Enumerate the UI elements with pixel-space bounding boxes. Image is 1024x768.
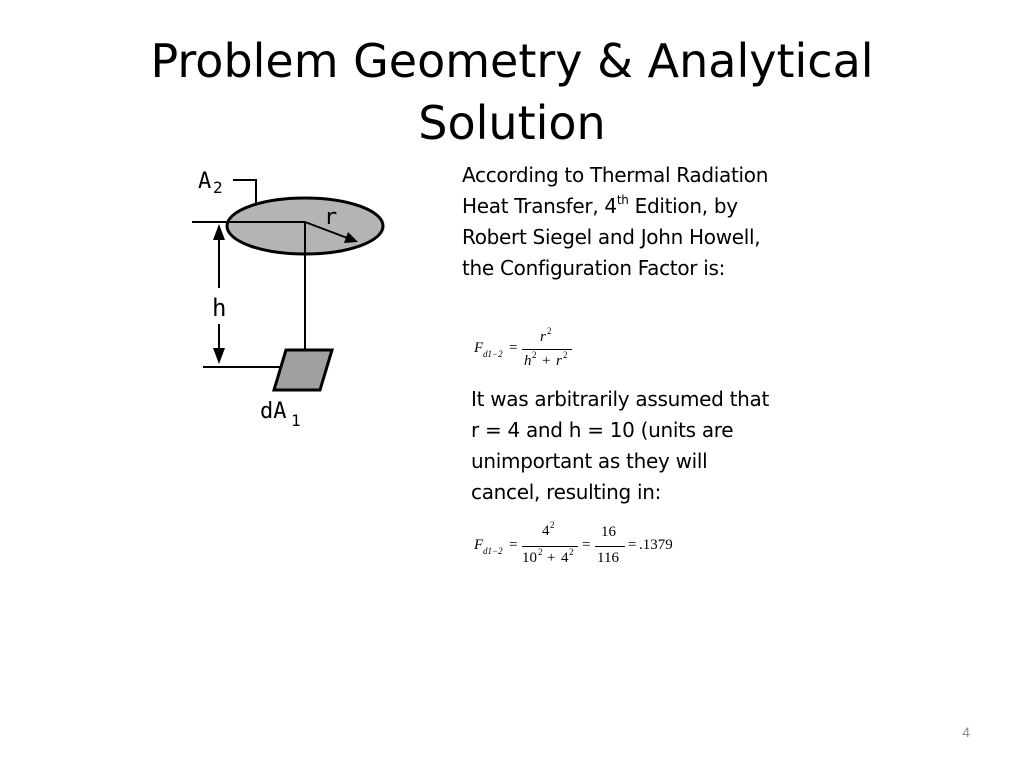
paragraph-reference-text-a: According to Thermal Radiation Heat Transfer, 4 (462, 163, 769, 218)
area2-label (198, 169, 223, 197)
radius-label: r (324, 205, 338, 230)
formula-1-denominator-exponent-2: 2 (563, 350, 568, 360)
formula-2-numerator-1-base: 4 (542, 523, 550, 539)
formula-2-result: .1379 (639, 537, 673, 553)
formula-1-denominator-exponent-1: 2 (532, 350, 537, 360)
formula-1-denominator-base-2: r (556, 353, 562, 369)
formula-2-fraction-bar-2 (595, 546, 625, 547)
slide-title (100, 30, 924, 154)
slide-title-line-2: Solution (418, 96, 606, 150)
height-arrowhead-bottom (213, 348, 225, 364)
area2-label-subscript: 2 (213, 178, 223, 197)
formula-1-numerator-base: r (540, 329, 546, 345)
formula-2-symbol-f: F (474, 537, 484, 553)
formula-1-denominator-plus: + (542, 353, 551, 369)
configuration-factor-formula (472, 326, 612, 370)
formula-2-equals-3: = (628, 537, 637, 553)
formula-2-denominator-1-exponent-2: 2 (569, 547, 574, 557)
paragraph-assumption: It was arbitrarily assumed that r = 4 and h = 10 (units are unimportant as they will cancel, resulting in: (471, 387, 769, 504)
paragraph-reference-text-b: Edition, by Robert Siegel and John Howell, the Configuration Factor is: (462, 194, 761, 280)
formula-1-numerator-exponent: 2 (547, 326, 552, 336)
formula-2-denominator-1-base-1: 10 (522, 550, 537, 566)
formula-2-denominator-1-exponent-1: 2 (538, 547, 543, 557)
area1-label-subscript: 1 (291, 411, 301, 430)
slide-title-line-1: Problem Geometry & Analytical (150, 34, 874, 88)
formula-2-denominator-2: 116 (597, 550, 619, 566)
area1-label (260, 399, 301, 430)
formula-1-denominator-base-1: h (524, 353, 532, 369)
formula-2-numerator-2: 16 (601, 524, 616, 540)
formula-2-denominator-1-base-2: 4 (561, 550, 569, 566)
formula-1-subscript: d1−2 (483, 349, 503, 359)
formula-2-subscript: d1−2 (483, 546, 503, 556)
paragraph-reference-superscript: th (616, 193, 629, 207)
formula-1-symbol-f: F (474, 340, 484, 356)
geometry-diagram (188, 160, 398, 440)
height-label: h (212, 294, 227, 322)
formula-2-denominator-1-plus: + (547, 550, 556, 566)
area1-label-letters: dA (260, 399, 287, 424)
element-da1 (274, 350, 332, 390)
formula-2-equals-2: = (582, 537, 591, 553)
formula-2-numerator-1-exponent: 2 (550, 520, 555, 530)
formula-2-equals-1: = (509, 537, 518, 553)
formula-1-equals: = (509, 340, 518, 356)
configuration-factor-result-formula (472, 520, 712, 568)
area2-label-letter: A (198, 169, 212, 194)
height-arrowhead-top (213, 224, 225, 240)
page-number: 4 (962, 724, 970, 740)
paragraph-reference (462, 160, 782, 284)
